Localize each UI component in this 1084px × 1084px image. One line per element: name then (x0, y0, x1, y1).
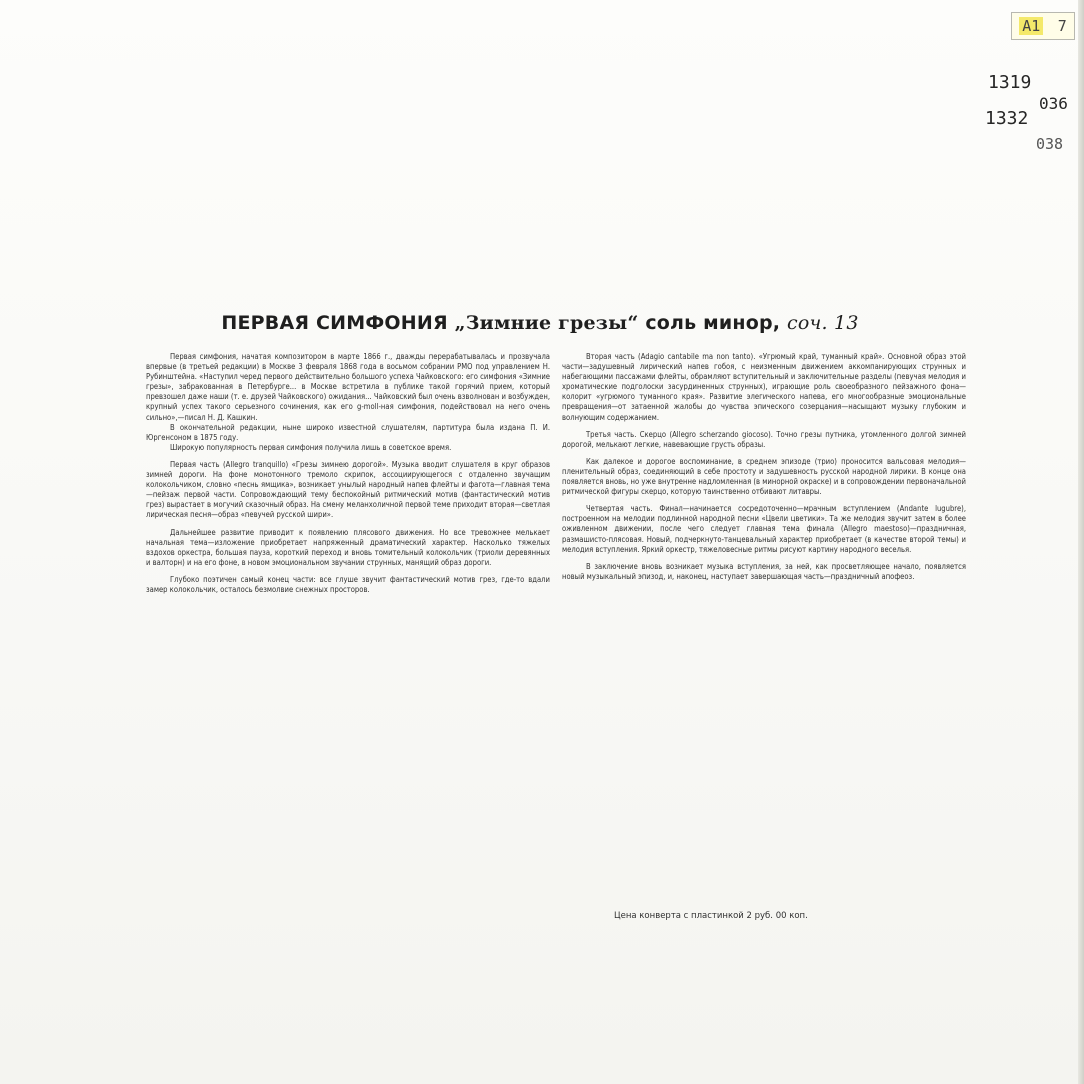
archive-label-right: 7 (1057, 17, 1067, 35)
paragraph: Первая симфония, начатая композитором в марте 1866 г., дважды перерабатывалась и прозвучала впервые (в третьей редакции) в Москве 3 февраля 1868 года в восьмом собрании РМО под управлением Н. Рубинштейна. «Наступил черед первого действительно большого успеха Чайковского: его симфония «Зимние грезы», забракованная в Петербурге... в Москве встретила в публике такой горячий прием, который превзошел даже наши (т. е. друзей Чайковского) ожидания... Чайковский был очень взволнован и возбужден, крупный успех такого серьезного сочинения, как его g-moll-ная симфония, подействовал на него очень сильно»,—писал Н. Д. Кашкин. (146, 352, 550, 422)
archive-label-sticker (1011, 12, 1075, 40)
catalog-number: 038 (1036, 135, 1064, 153)
paragraph: Дальнейшее развитие приводит к появлению плясового движения. Но все тревожнее мелькает начальная тема—изложение приобретает напряженный драматический характер. Насколько тяжелых вздохов оркестра, большая пауза, короткий переход и вновь томительный колокольчик (триоли деревянных и валторн) и на его фоне, в новом эмоциональном звучании струнных, манящий образ дороги. (146, 527, 550, 567)
paragraph: Вторая часть (Adagio cantabile ma non tanto). «Угрюмый край, туманный край». Основной образ этой части—задушевный лирический напев гобоя, с неизменным движением аккомпанирующих струнных и набегающими пассажами флейты, обрамляют вступительный и заключительные разделы (певучая мелодия и хроматические подголоски засурдиненных струнных), играющие роль своеобразного пейзажного фона—колорит «угрюмого туманного края». Развитие элегического напева, его многообразные эмоциональные превращения—от затаенной жалобы до чувства эпического созерцания—насыщают музыку глубоким и волнующим содержанием. (562, 352, 966, 422)
title-opus: соч. 13 (787, 312, 859, 334)
catalog-number: 1332 (985, 108, 1029, 129)
catalog-number: 036 (1039, 94, 1068, 113)
paragraph: В заключение вновь возникает музыка вступления, за ней, как просветляющее начало, появляется новый музыкальный эпизод, и, наконец, наступает завершающая часть—праздничный апофеоз. (562, 561, 966, 581)
paragraph: Третья часть. Скерцо (Allegro scherzando giocoso). Точно грезы путника, утомленного долгой зимней дорогой, мелькают легкие, навевающие грусть образы. (562, 429, 966, 449)
sleeve-edge (1078, 0, 1084, 1084)
right-column-text (562, 352, 966, 589)
title-quoted: „Зимние грезы“ (454, 312, 639, 334)
archive-label-left: A1 (1019, 17, 1043, 35)
catalog-number: 1319 (988, 72, 1032, 93)
paragraph: Широкую популярность первая симфония получила лишь в советское время. (170, 442, 452, 452)
paragraph: Как далекое и дорогое воспоминание, в среднем эпизоде (трио) проносится вальсовая мелодия— пленительный образ, соединяющий в себе простоту и задушевность русской народной лирики. В конце она появляется вновь, но уже внутренне надломленная (в минорной окраске) и в сопровождении первоначальной ритмической фигуры скерцо, которую таинственно отбивают литавры. (562, 456, 966, 497)
title-key: соль минор, (645, 312, 781, 334)
price-note: Цена конверта с пластинкой 2 руб. 00 коп. (614, 911, 808, 921)
paragraph: Глубоко поэтичен самый конец части: все глуше звучит фантастический мотив грез, где-то вдали замер колокольчик, осталось безмолвие снежных просторов. (146, 574, 550, 594)
page-title (150, 312, 930, 334)
paragraph: В окончательной редакции, ныне широко известной слушателям, партитура была издана П. И. Юргенсоном в 1875 году. (146, 422, 550, 442)
paragraph: Четвертая часть. Финал—начинается сосредоточенно—мрачным вступлением (Andante lugubre), построенном на мелодии подлинной народной песни «Цвели цветики». Та же мелодия звучит затем в более оживленном движении, после чего следует главная тема финала (Allegro maestoso)—праздничная, размашисто-плясовая. Новый, подчеркнуто-танцевальный характер приобретает (в качестве второй темы) и мелодия вступления. Яркий оркестр, тяжеловесные ритмы рисуют картину народного веселья. (562, 504, 966, 554)
paragraph: Первая часть (Allegro tranquillo) «Грезы зимнею дорогой». Музыка вводит слушателя в круг образов зимней дороги. На фоне монотонного тремоло скрипок, ассоциирующегося с отдаленно звучащим колокольчиком, словно «песнь ямщика», возникает унылый народный напев флейты и фагота—главная тема—пейзаж первой части. Сопровождающий тему беспокойный ритмический мотив (фантастический мотив грез) вырастает в могучий сказочный образ. На смену меланхоличной первой теме приходит вторая—светлая лирическая песня—образ «певучей русской шири». (146, 459, 550, 520)
title-main: ПЕРВАЯ СИМФОНИЯ (221, 312, 448, 334)
left-column-text (146, 352, 550, 602)
